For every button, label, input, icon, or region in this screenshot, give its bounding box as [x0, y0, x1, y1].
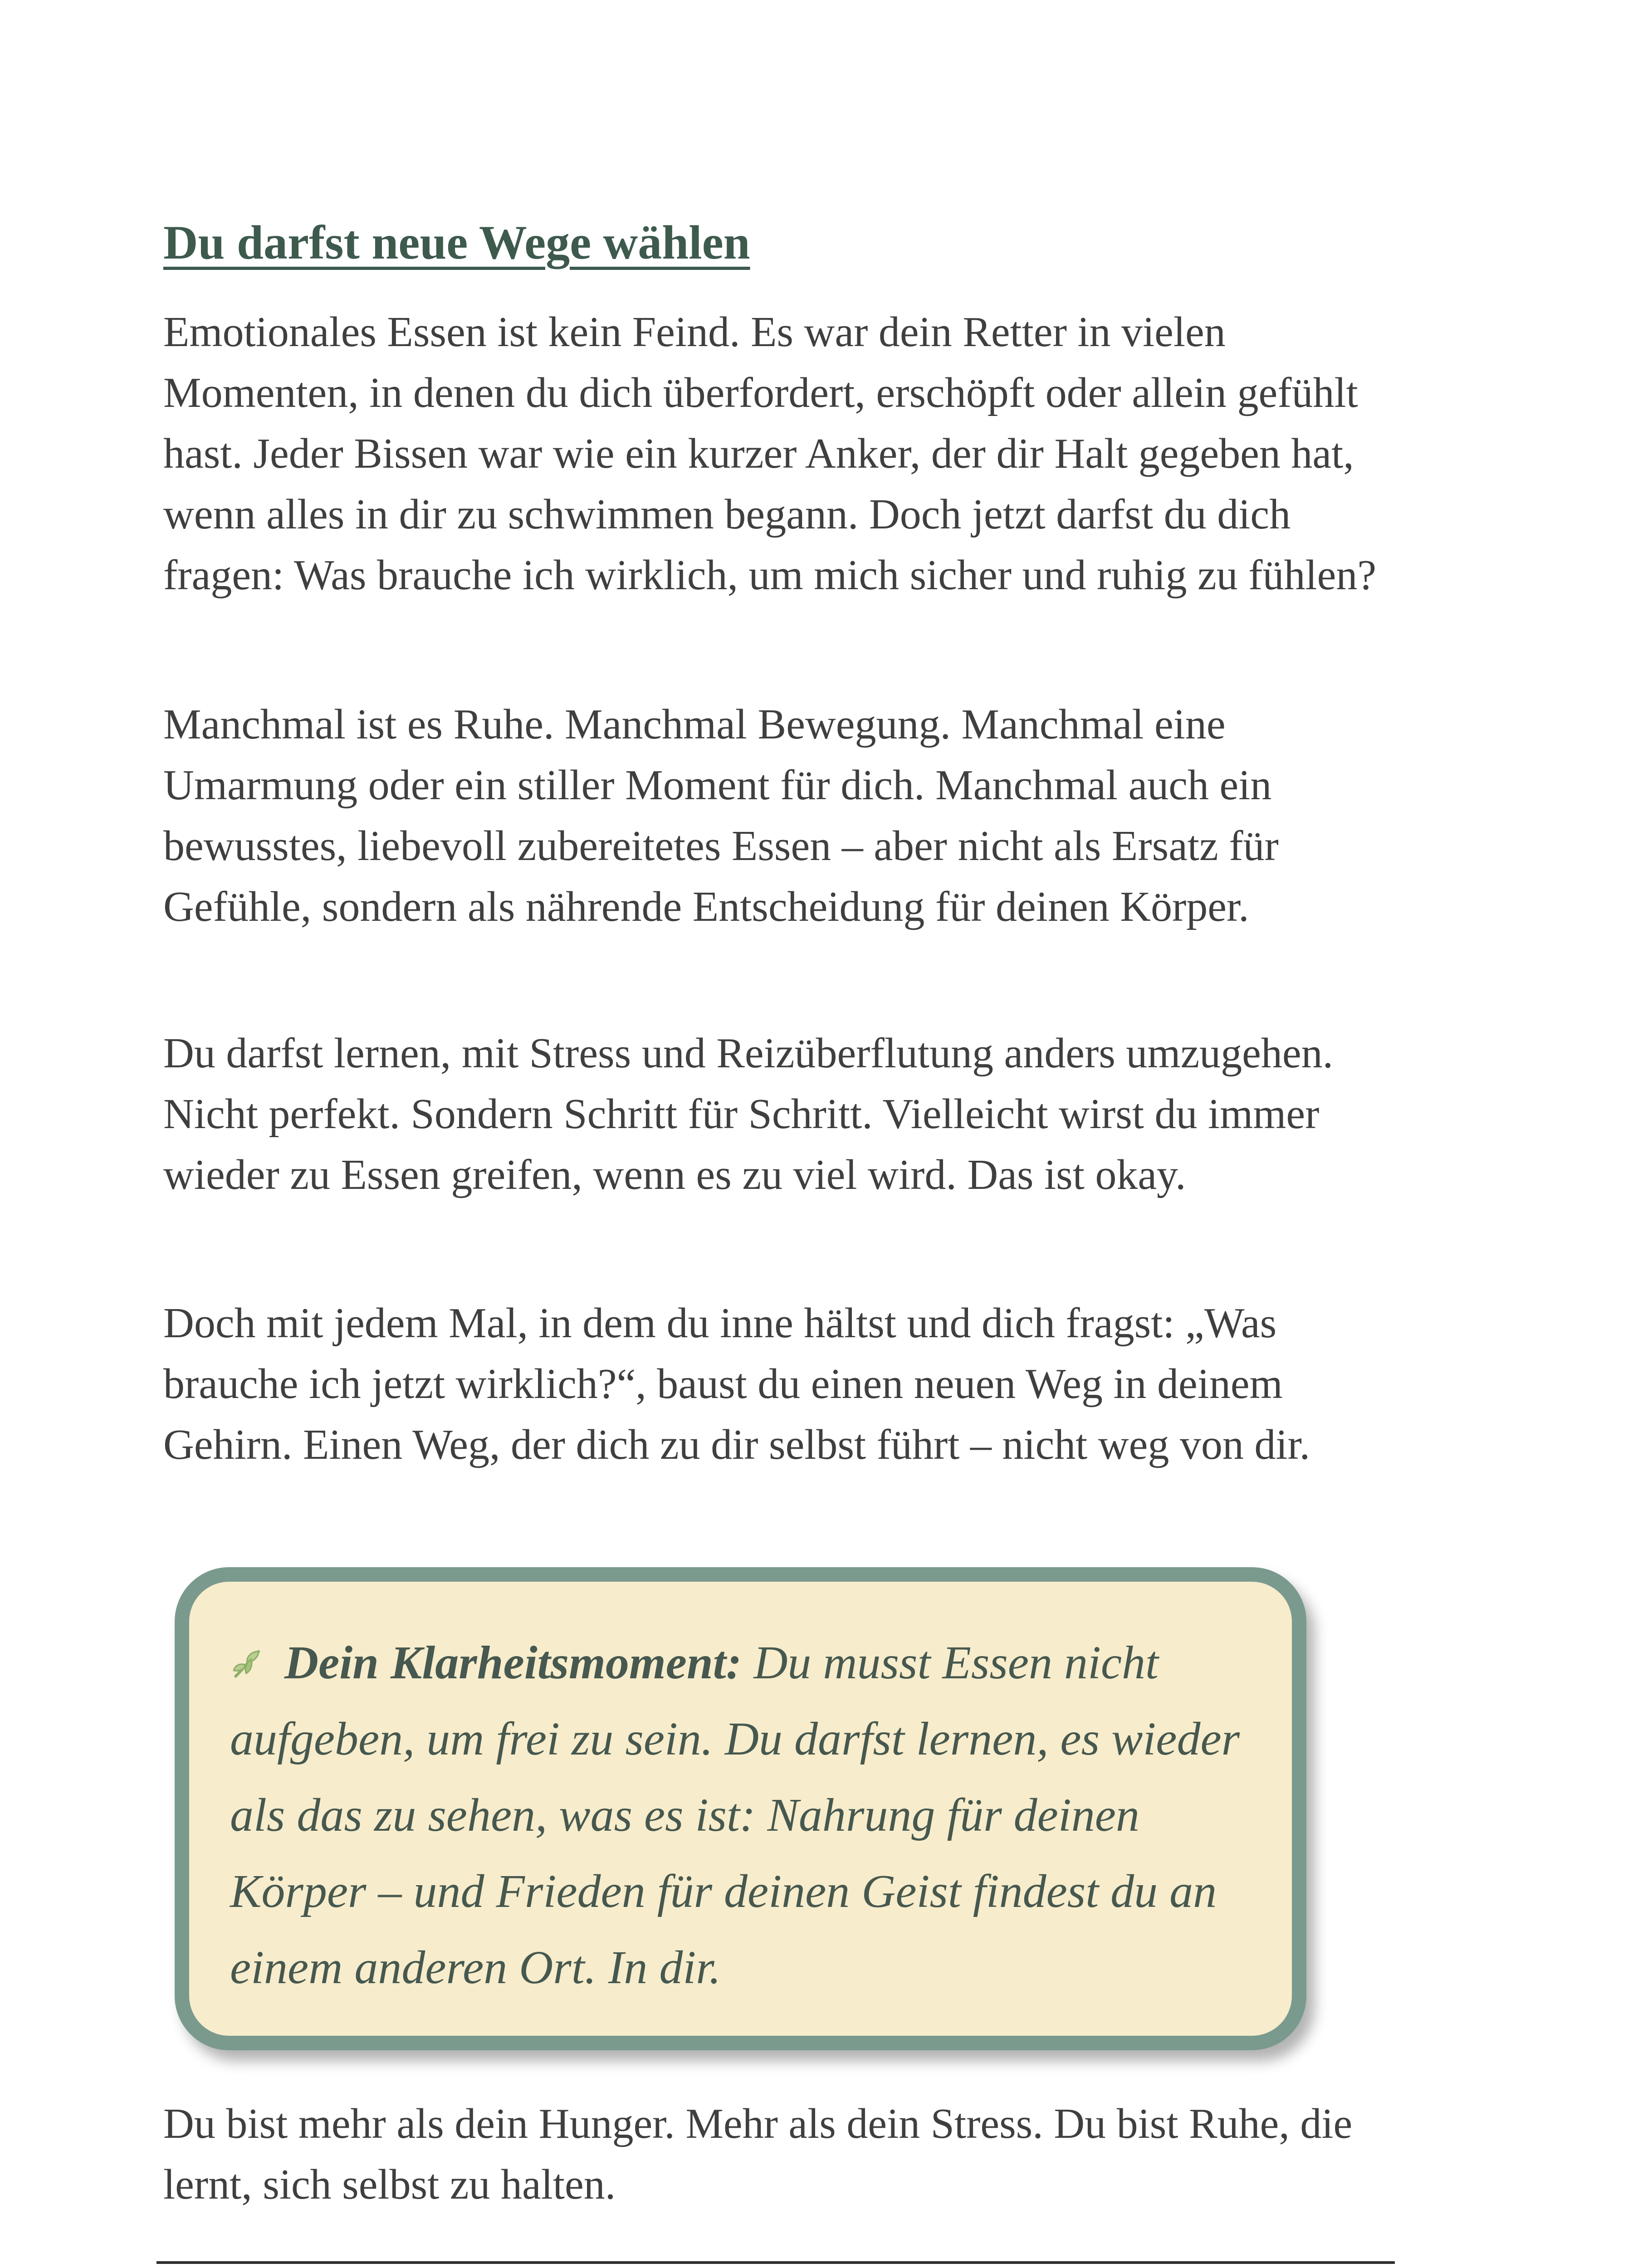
callout-text-block: [230, 1625, 1256, 2006]
paragraph-3: Du darfst lernen, mit Stress und Reizüberflutung anders umzugehen. Nicht perfekt. Sondern Schritt für Schritt. Vielleicht wirst du immer wieder zu Essen greifen, wenn es zu viel wird. Das ist okay.: [163, 1030, 1334, 1198]
leaf-icon: [230, 1628, 268, 1667]
paragraph-1: Emotionales Essen ist kein Feind. Es war dein Retter in vielen Momenten, in denen du dich überfordert, erschöpft oder allein gefühlt hast. Jeder Bissen war wie ein kurzer Anker, der dir Halt gegeben hat, wenn alles in dir zu schwimmen begann. Doch jetzt darfst du dich fragen: Was brauche ich wirklich, um mich sicher und ruhig zu fühlen?: [163, 308, 1377, 599]
paragraph-4: Doch mit jedem Mal, in dem du inne hältst und dich fragst: „Was brauche ich jetzt wirklich?“, baust du einen neuen Weg in deinem Gehirn. Einen Weg, der dich zu dir selbst führt – nicht weg von dir.: [163, 1300, 1310, 1468]
closing-paragraph: Du bist mehr als dein Hunger. Mehr als dein Stress. Du bist Ruhe, die lernt, sich selbst zu halten.: [163, 2100, 1353, 2208]
footer-divider: [156, 2261, 1395, 2264]
paragraph-2: Manchmal ist es Ruhe. Manchmal Bewegung. Manchmal eine Umarmung oder ein stiller Moment für dich. Manchmal auch ein bewusstes, liebevoll zubereitetes Essen – aber nicht als Ersatz für Gefühle, sondern als nährende Entscheidung für deinen Körper.: [163, 701, 1279, 930]
clarity-callout-box: [175, 1567, 1306, 2050]
callout-message: Du musst Essen nicht aufgeben, um frei zu sein. Du darfst lernen, es wieder als das zu sehen, was es ist: Nahrung für deinen Körper – und Frieden für deinen Geist findest du an einem anderen Ort. In dir.: [230, 1637, 1240, 1994]
section-heading: Du darfst neue Wege wählen: [163, 216, 750, 269]
callout-label: Dein Klarheitsmoment:: [284, 1637, 742, 1689]
